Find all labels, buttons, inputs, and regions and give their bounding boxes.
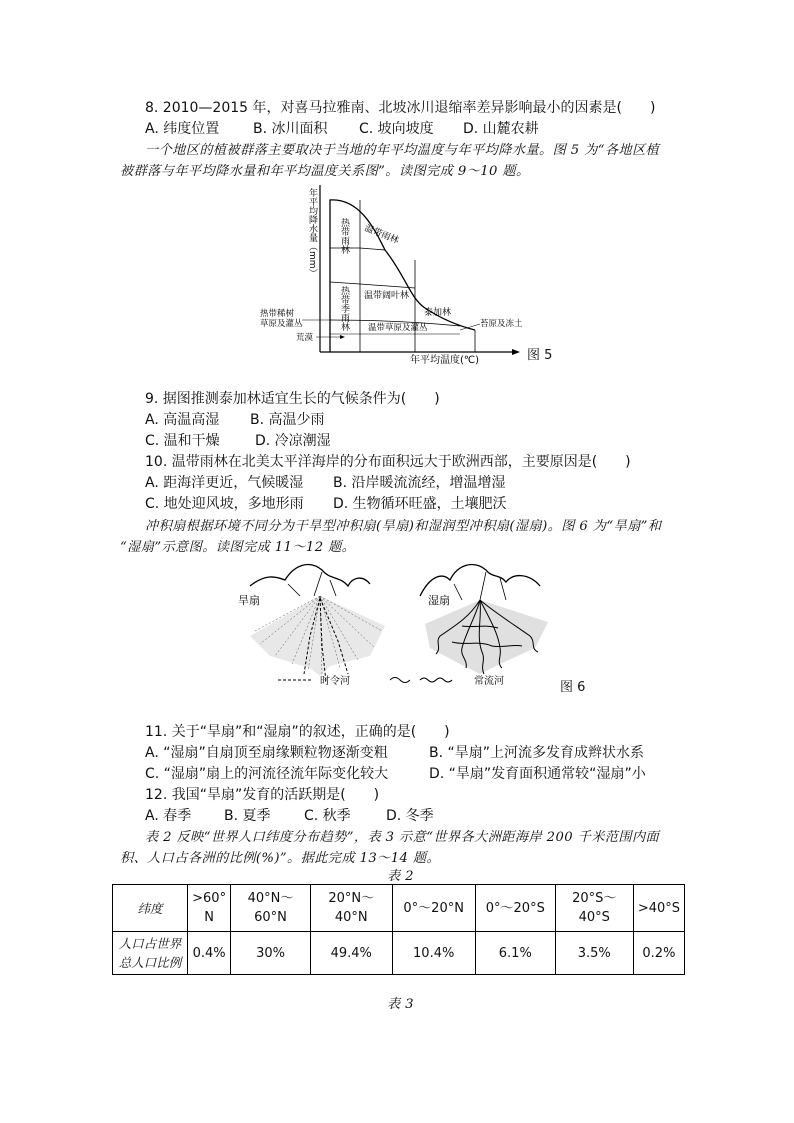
fig5-label-taiga: 泰加林 (424, 308, 452, 318)
table2-value-4: 10.4% (392, 932, 475, 975)
table2-col-lat-5: 0°～20°S (475, 885, 555, 932)
fig6-caption: 图 6 (560, 680, 586, 695)
table2-lat-1-line1: >60° (192, 891, 227, 906)
table2-lat-2-line2: 60°N (254, 910, 287, 925)
q10-option-b: B. 沿岸暖流流经，增温增湿 (333, 475, 506, 491)
q12-option-a: A. 春季 (145, 808, 192, 824)
intro-13-14-line1: 表 2 反映“世界人口纬度分布趋势”，表 3 示意“世界各大洲距海岸 200 千米范围内面 (145, 830, 660, 845)
fig5-label-desert: 荒漠 (296, 333, 314, 343)
q8-option-d: D. 山麓农耕 (463, 121, 539, 137)
fig5-label-temperate-rainforest: 温带雨林 (362, 223, 401, 247)
fig5-caption: 图 5 (527, 348, 553, 363)
q12-option-c: C. 秋季 (304, 808, 351, 824)
fig5-label-tropical-seasonal: 热带季雨林 (339, 286, 349, 331)
q11-option-a: A. “湿扇”自扇顶至扇缘颗粒物逐渐变粗 (145, 745, 388, 761)
table2-col-lat-1 (188, 885, 231, 932)
table2-lat-3-line1: 20°N～ (328, 891, 375, 906)
table2-row-label-line2: 总人口比例 (118, 955, 182, 970)
intro-9-10-line1: 一个地区的植被群落主要取决于当地的年平均温度与年平均降水量。图 5 为“各地区植 (145, 143, 660, 158)
q9-option-b: B. 高温少雨 (250, 412, 325, 428)
q8-option-b: B. 冰川面积 (253, 121, 328, 137)
table2-lat-6-line1: 20°S～ (572, 891, 617, 906)
q8-stem: 8. 2010—2015 年，对喜马拉雅南、北坡冰川退缩率差异影响最小的因素是( ) (145, 100, 656, 116)
fig5-label-temperate-deciduous: 温带阔叶林 (364, 291, 410, 301)
q10-options-row2 (145, 495, 507, 513)
table2-value-2: 30% (231, 932, 311, 975)
fig5-x-axis-label: 年平均温度(℃) (410, 355, 480, 365)
q12-option-b: B. 夏季 (224, 808, 271, 824)
q9-option-d: D. 冷凉潮湿 (255, 433, 331, 449)
table2-value-1: 0.4% (188, 932, 231, 975)
q9-options-row1 (145, 411, 325, 429)
q11-option-b: B. “旱扇”上河流多发育成辫状水系 (429, 745, 645, 761)
table2-value-7: 0.2% (633, 932, 684, 975)
table2-value-6: 3.5% (555, 932, 633, 975)
table2-lat-6-line2: 40°S (578, 910, 610, 925)
table2-header-label: 纬度 (113, 885, 188, 932)
table2-lat-1-line2: N (204, 910, 214, 925)
table2-row-label-line1: 人口占世界 (118, 936, 182, 951)
table2-lat-3-line2: 40°N (334, 910, 368, 925)
q9-option-a: A. 高温高湿 (145, 412, 220, 428)
table2-col-lat-7: >40°S (633, 885, 684, 932)
table2-value-5: 6.1% (475, 932, 555, 975)
q9-option-c: C. 温和干燥 (145, 433, 220, 449)
intro-11-12-line1: 冲积扇根据环境不同分为干旱型冲积扇(旱扇)和湿润型冲积扇(湿扇)。图 6 为“旱扇”和 (145, 519, 662, 534)
table2-row-label (113, 932, 188, 975)
q9-options-row2 (145, 432, 331, 450)
fig5-label-temperate-grassland: 温带草原及灌丛 (368, 323, 428, 333)
q10-option-d: D. 生物循环旺盛，土壤肥沃 (333, 496, 507, 512)
fig5-label-tundra: 苔原及冻土 (480, 319, 523, 329)
table3-caption: 表 3 (387, 997, 414, 1012)
fig5-label-savanna-line2: 草原及灌丛 (260, 319, 303, 329)
fig6-legend-perennial: 常流河 (474, 676, 504, 687)
table2-value-row (113, 932, 685, 975)
q12-option-d: D. 冬季 (386, 808, 434, 824)
figure-5-vegetation-diagram (260, 180, 560, 365)
q10-options-row1 (145, 474, 506, 492)
fig5-label-savanna-line1: 热带稀树 (260, 309, 295, 319)
q11-option-c: C. “湿扇”扇上的河流径流年际变化较大 (145, 766, 389, 782)
figure-6-alluvial-fans (230, 556, 610, 696)
table2-col-lat-4: 0°～20°N (392, 885, 475, 932)
table2-lat-2-line1: 40°N～ (247, 891, 294, 906)
q11-option-d: D. “旱扇”发育面积通常较“湿扇”小 (429, 766, 646, 782)
table2-caption: 表 2 (387, 869, 414, 884)
fig6-dry-fan-label: 旱扇 (238, 594, 260, 607)
fig5-label-tropical-rainforest: 热带雨林 (339, 218, 349, 254)
q8-options (145, 120, 539, 138)
q12-stem: 12. 我国“旱扇”发育的活跃期是( ) (145, 787, 380, 803)
fig5-y-axis-label: 年平均降水量（mm） (307, 188, 317, 278)
fig6-wet-fan-label: 湿扇 (428, 594, 450, 607)
table2-col-lat-6 (555, 885, 633, 932)
q8-option-c: C. 坡向坡度 (359, 121, 434, 137)
intro-11-12-line2: “湿扇”示意图。读图完成 11～12 题。 (120, 540, 356, 555)
table2-value-3: 49.4% (310, 932, 392, 975)
q11-options-row1 (145, 744, 644, 762)
table-2-population-latitude (112, 884, 685, 975)
q8-option-a: A. 纬度位置 (145, 121, 220, 137)
fig6-legend-seasonal: 时令河 (320, 676, 350, 687)
table2-col-lat-3 (310, 885, 392, 932)
q9-stem: 9. 据图推测泰加林适宜生长的气候条件为( ) (145, 391, 440, 407)
q12-options (145, 807, 434, 825)
table2-header-row (113, 885, 685, 932)
intro-9-10-line2: 被群落与年平均降水量和年平均温度关系图”。读图完成 9～10 题。 (120, 164, 530, 179)
intro-13-14-line2: 积、人口占各洲的比例(%)”。据此完成 13～14 题。 (120, 851, 441, 866)
q10-option-a: A. 距海洋更近，气候暖湿 (145, 475, 304, 491)
q11-stem: 11. 关于“旱扇”和“湿扇”的叙述，正确的是( ) (145, 724, 450, 740)
q10-option-c: C. 地处迎风坡，多地形雨 (145, 496, 304, 512)
q11-options-row2 (145, 765, 646, 783)
q10-stem: 10. 温带雨林在北美太平洋海岸的分布面积远大于欧洲西部，主要原因是( ) (145, 454, 631, 470)
table2-col-lat-2 (231, 885, 311, 932)
